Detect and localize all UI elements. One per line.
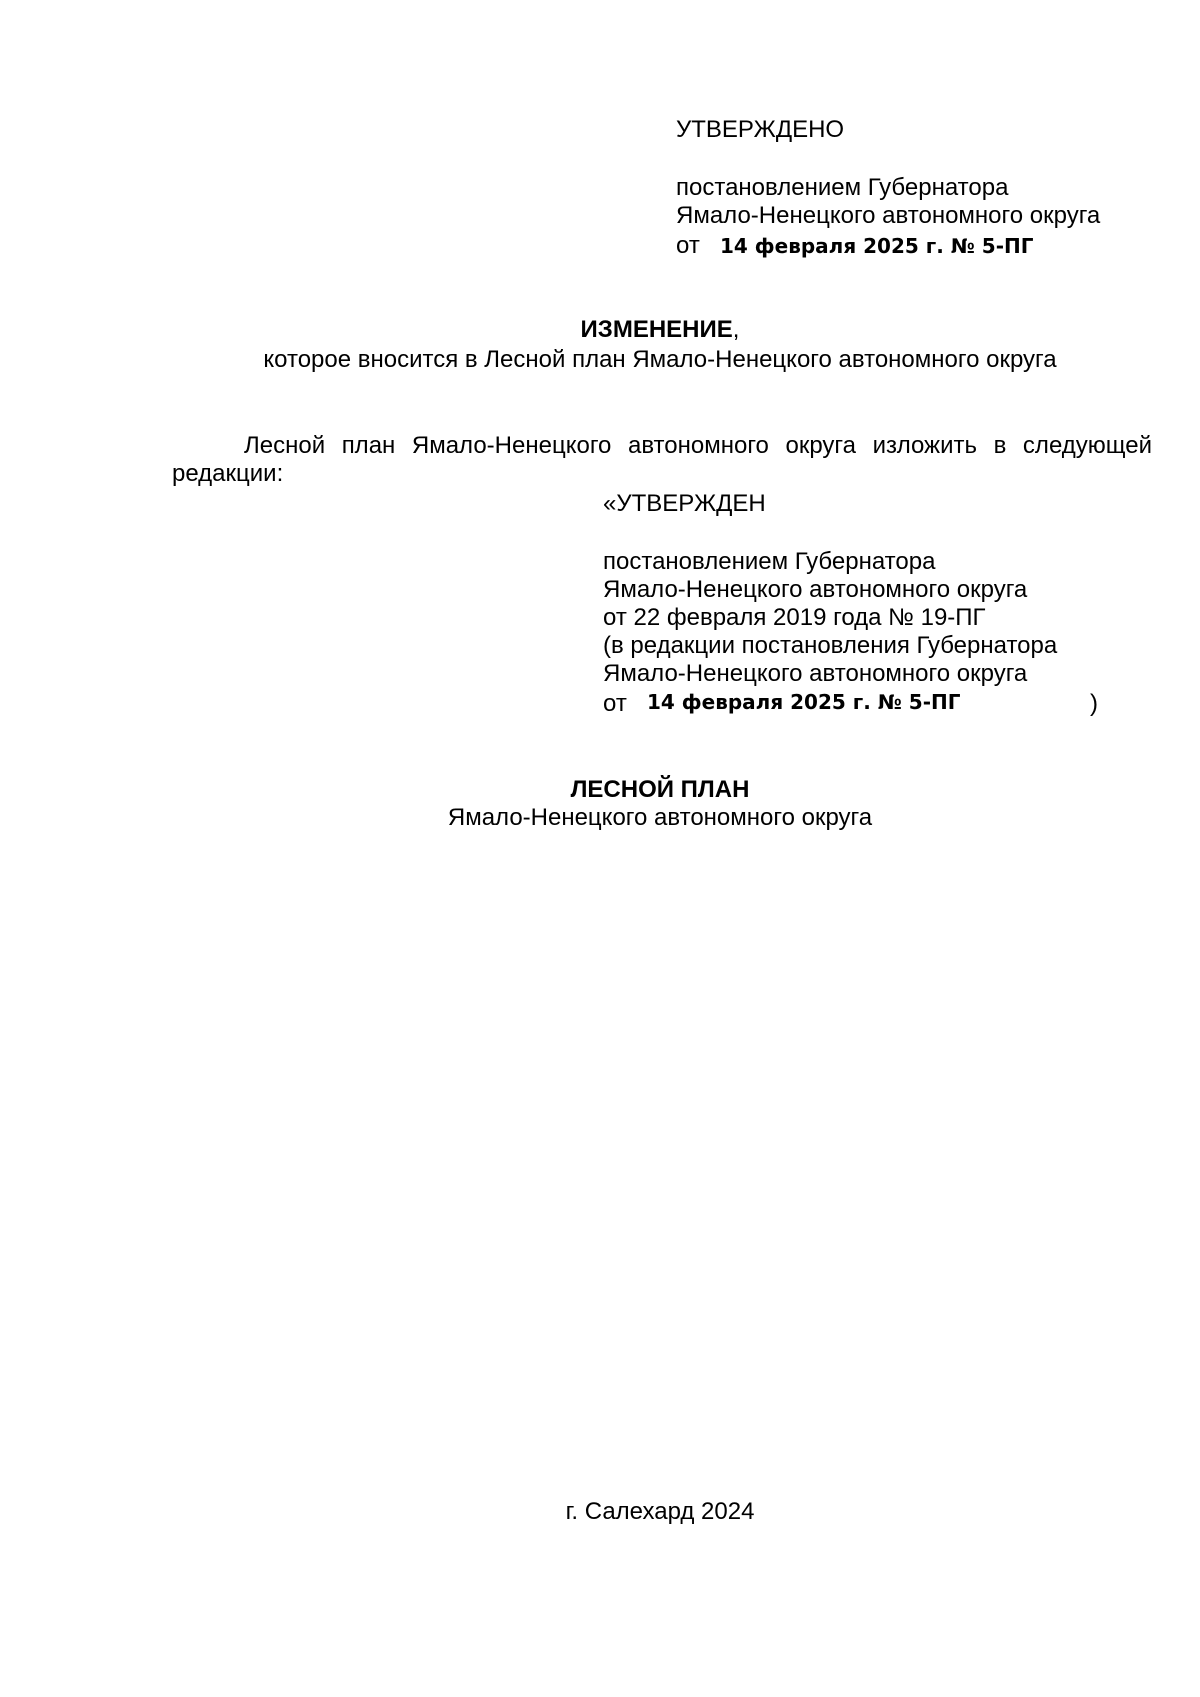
quoted-approval-closing: ) xyxy=(1090,690,1098,717)
quoted-approval-line-1: постановлением Губернатора xyxy=(603,548,936,575)
quoted-approval-line-2: Ямало-Ненецкого автономного округа xyxy=(603,576,1028,603)
plan-subtitle: Ямало-Ненецкого автономного округа xyxy=(447,804,873,831)
body-paragraph-text: Лесной план Ямало-Ненецкого автономного округа изложить в следующей редакции: xyxy=(172,432,1152,487)
quoted-approval-heading: «УТВЕРЖДЕН xyxy=(603,490,766,517)
plan-title: ЛЕСНОЙ ПЛАН xyxy=(570,776,750,803)
change-title-text: ИЗМЕНЕНИЕ xyxy=(580,316,733,343)
change-subtitle: которое вносится в Лесной план Ямало-Ненецкого автономного округа xyxy=(263,346,1057,373)
quoted-approval-line-4: (в редакции постановления Губернатора xyxy=(603,632,1058,659)
footer-place-year: г. Салехард 2024 xyxy=(565,1498,755,1525)
approval-line-2: Ямало-Ненецкого автономного округа xyxy=(676,202,1101,229)
body-paragraph xyxy=(172,432,1152,488)
change-title-comma: , xyxy=(732,316,740,343)
approval-line-1: постановлением Губернатора xyxy=(676,174,1009,201)
quoted-approval-date-number: 14 февраля 2025 г. № 5-ПГ xyxy=(647,690,961,714)
quoted-approval-from-prefix: от xyxy=(603,690,627,717)
approval-heading: УТВЕРЖДЕНО xyxy=(676,116,845,143)
quoted-approval-line-5: Ямало-Ненецкого автономного округа xyxy=(603,660,1028,687)
approval-date-number: 14 февраля 2025 г. № 5-ПГ xyxy=(720,234,1034,258)
change-title xyxy=(0,316,1200,344)
quoted-approval-line-3: от 22 февраля 2019 года № 19-ПГ xyxy=(603,604,986,631)
approval-from-prefix: от xyxy=(676,232,700,259)
